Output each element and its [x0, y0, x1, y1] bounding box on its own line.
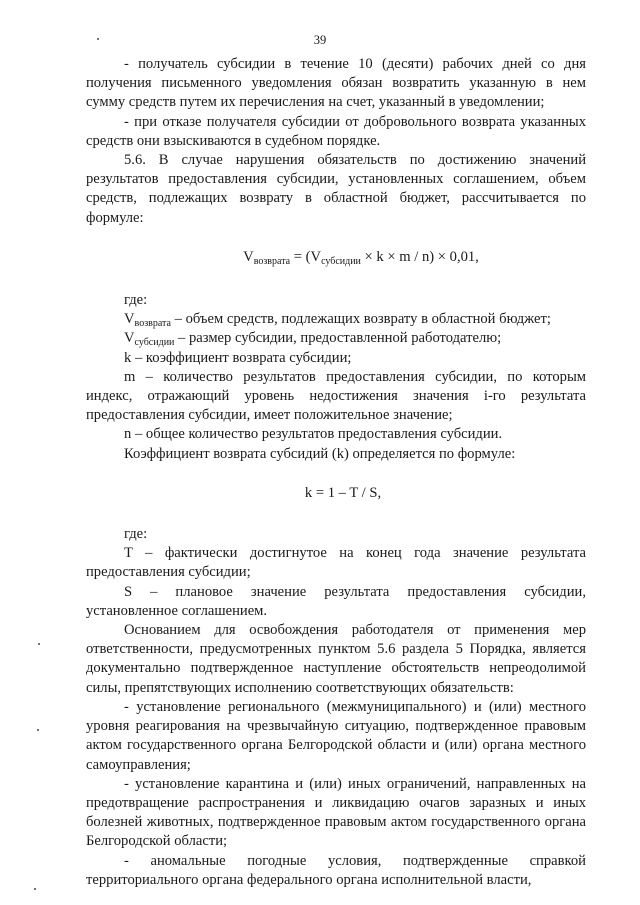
paragraph-court-recovery: - при отказе получателя субсидии от добровольного возврата указанных средств они взыскиваются в судебном порядке.: [86, 113, 586, 149]
definition-v-refund: $V_{возврата}$ – объем средств, подлежащих возврату в областной бюджет;: [124, 311, 551, 330]
definition-k: k – коэффициент возврата субсидии;: [124, 349, 352, 366]
scan-speck: [34, 888, 36, 890]
scan-speck: [38, 643, 40, 645]
list-item-quarantine: - установление карантина и (или) иных ограничений, направленных на предотвращение распространения и ликвидацию очагов заразных и иных болезней животных, подтвержденное правовым актом государственного органа Белгородской области;: [86, 775, 586, 850]
paragraph-5-6: 5.6. В случае нарушения обязательств по достижению значений результатов предоставления субсидии, установленных соглашением, объем средств, подлежащих возврату в областной бюджет, рассчитывается по формуле:: [86, 152, 586, 226]
definition-m: m – количество результатов предоставления субсидии, по которым индекс, отражающий уровень недостижения значения i-го результата предоставления субсидии, имеет положительное значение;: [86, 368, 586, 424]
definition-v-subsidy: $V_{субсидии}$ – размер субсидии, предоставленной работодателю;: [124, 330, 502, 349]
formula-refund-volume: $V_{возврата} = (V_{субсидии} \times k \times m / n) \times 0,01$,: [243, 248, 479, 267]
list-item-emergency: - установление регионального (межмуниципального) и (или) местного уровня реагирования на чрезвычайную ситуацию, подтвержденное правовым актом государственного органа Белгородской области и (или) органа местного самоуправления;: [86, 698, 586, 773]
formula-coefficient: k = 1 – T / S,: [304, 484, 382, 501]
definition-n: n – общее количество результатов предоставления субсидии.: [124, 426, 503, 443]
definition-s: S – плановое значение результата предоставления субсидии, установленное соглашением.: [86, 583, 586, 619]
scan-speck: [37, 729, 39, 731]
paragraph-force-majeure: Основанием для освобождения работодателя от применения мер ответственности, предусмотренных пунктом 5.6 раздела 5 Порядка, является документально подтвержденное наступление обстоятельств непреодолимой силы, препятствующих исполнению соответствующих обязательств:: [86, 622, 586, 696]
scan-speck: [97, 38, 99, 40]
document-body: [86, 55, 586, 890]
page-number: 39: [313, 33, 327, 47]
definition-t: T – фактически достигнутое на конец года значение результата предоставления субсидии;: [86, 545, 586, 581]
where-label-1: где:: [124, 292, 148, 309]
list-item-weather: - аномальные погодные условия, подтвержденные справкой территориального органа федерального органа исполнительной власти,: [86, 852, 586, 888]
paragraph-refund-deadline: - получатель субсидии в течение 10 (десяти) рабочих дней со дня получения письменного уведомления обязан возвратить указанную в нем сумму средств путем их перечисления на счет, указанный в уведомлении;: [86, 56, 586, 111]
where-label-2: где:: [124, 526, 148, 543]
paragraph-coefficient: Коэффициент возврата субсидий (k) определяется по формуле:: [124, 445, 516, 462]
